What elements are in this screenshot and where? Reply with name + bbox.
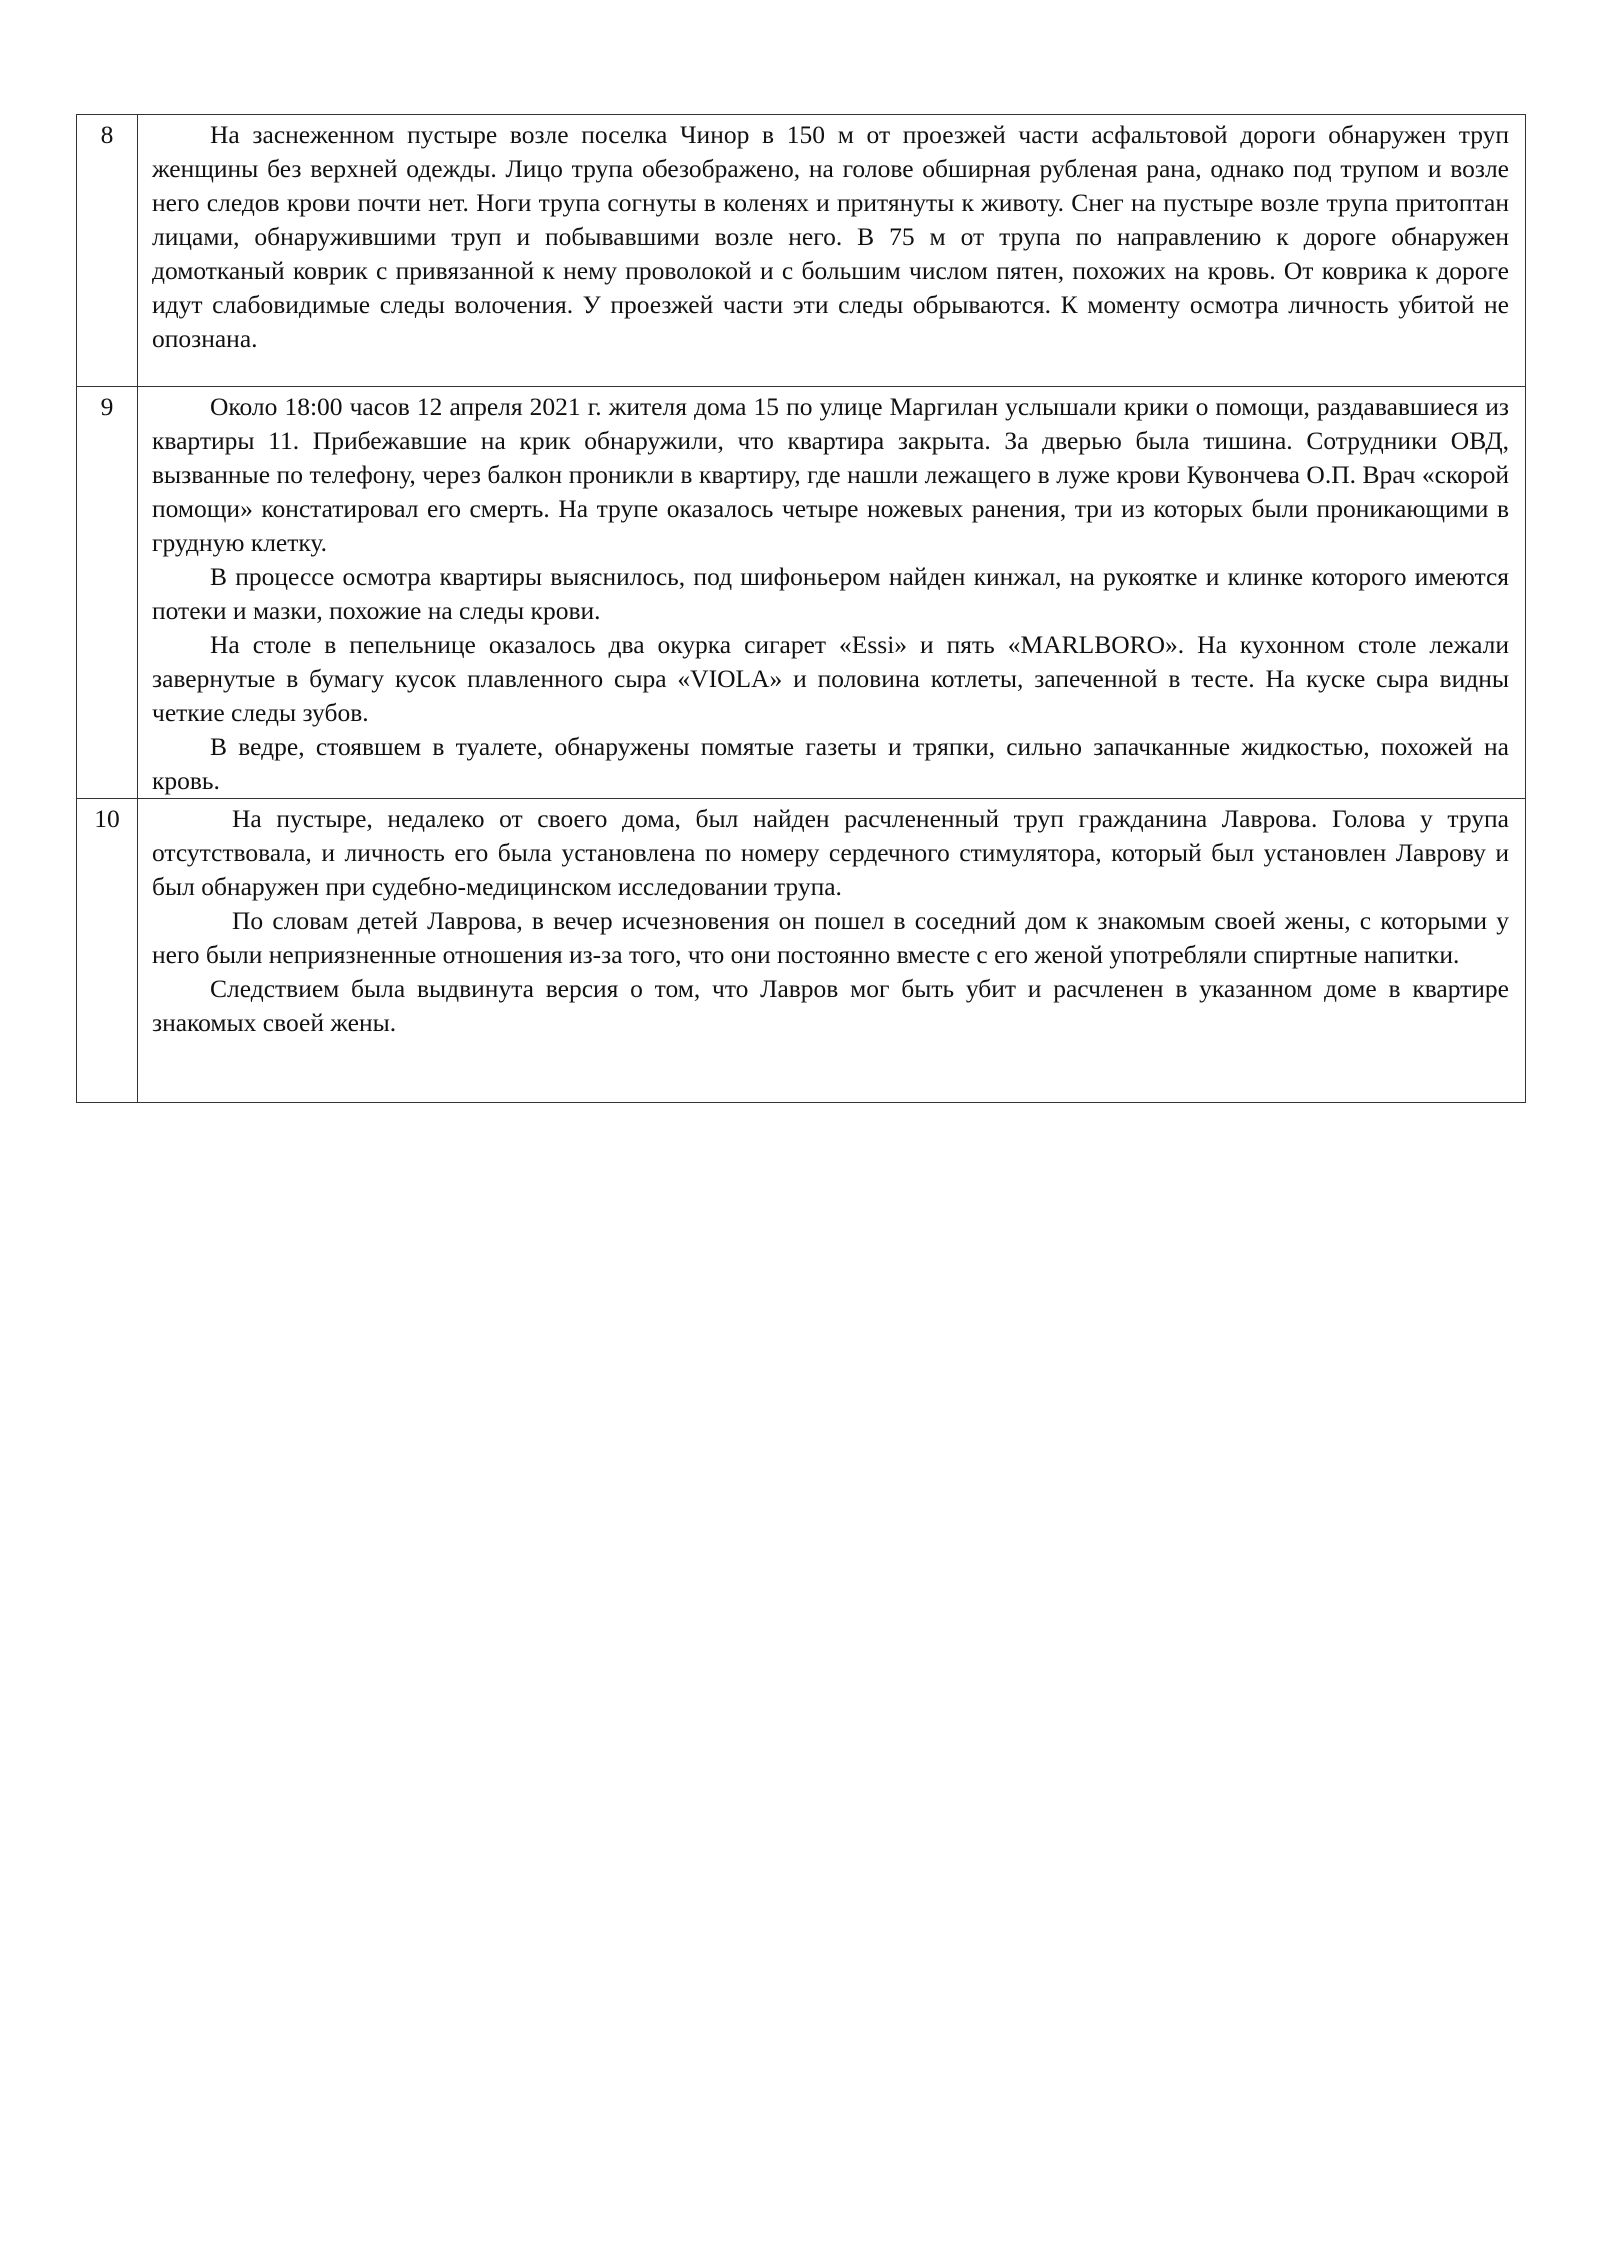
- case-paragraph: На пустыре, недалеко от своего дома, был найден расчлененный труп гражданина Лаврова. Голова у трупа отсутствовала, и личность его была установлена по номеру сердечного стимулятора, который был установлен Лаврову и был обнаружен при судебно-медицинском исследовании трупа.: [152, 804, 1509, 901]
- case-number: 10: [77, 799, 138, 1103]
- case-number: 9: [77, 387, 138, 799]
- case-paragraph: Около 18:00 часов 12 апреля 2021 г. жителя дома 15 по улице Маргилан услышали крики о помощи, раздававшиеся из квартиры 11. Прибежавшие на крик обнаружили, что квартира закрыта. За дверью была тишина. Сотрудники ОВД, вызванные по телефону, через балкон проникли в квартиру, где нашли лежащего в луже крови Кувончева О.П. Врач «скорой помощи» констатировал его смерть. На трупе оказалось четыре ножевых ранения, три из которых были проникающими в грудную клетку.: [152, 392, 1509, 557]
- case-paragraph: В процессе осмотра квартиры выяснилось, под шифоньером найден кинжал, на рукоятке и клинке которого имеются потеки и мазки, похожие на следы крови.: [152, 562, 1509, 625]
- case-paragraph: На столе в пепельнице оказалось два окурка сигарет «Essi» и пять «MARLBORO». На кухонном столе лежали завернутые в бумагу кусок плавленного сыра «VIOLA» и половина котлеты, запеченной в тесте. На куске сыра видны четкие следы зубов.: [152, 630, 1509, 727]
- case-row-9: [77, 387, 1526, 799]
- case-number: 8: [77, 115, 138, 387]
- case-paragraph: На заснеженном пустыре возле поселка Чинор в 150 м от проезжей части асфальтовой дороги обнаружен труп женщины без верхней одежды. Лицо трупа обезображено, на голове обширная рубленая рана, однако под трупом и возле него следов крови почти нет. Ноги трупа согнуты в коленях и притянуты к животу. Снег на пустыре возле трупа притоптан лицами, обнаружившими труп и побывавшими возле него. В 75 м от трупа по направлению к дороге обнаружен домотканый коврик с привязанной к нему проволокой и с большим числом пятен, похожих на кровь. От коврика к дороге идут слабовидимые следы волочения. У проезжей части эти следы обрываются. К моменту осмотра личность убитой не опознана.: [152, 120, 1509, 353]
- case-paragraph: По словам детей Лаврова, в вечер исчезновения он пошел в соседний дом к знакомым своей жены, с которыми у него были неприязненные отношения из-за того, что они постоянно вместе с его женой употребляли спиртные напитки.: [152, 906, 1509, 969]
- case-row-10: [77, 799, 1526, 1103]
- case-paragraph: В ведре, стоявшем в туалете, обнаружены помятые газеты и тряпки, сильно запачканные жидкостью, похожей на кровь.: [152, 732, 1509, 795]
- case-table: [76, 114, 1526, 1103]
- case-description: [138, 799, 1526, 1103]
- case-row-8: [77, 115, 1526, 387]
- case-paragraph: Следствием была выдвинута версия о том, что Лавров мог быть убит и расчленен в указанном доме в квартире знакомых своей жены.: [152, 974, 1509, 1037]
- case-description: [138, 387, 1526, 799]
- case-description: [138, 115, 1526, 387]
